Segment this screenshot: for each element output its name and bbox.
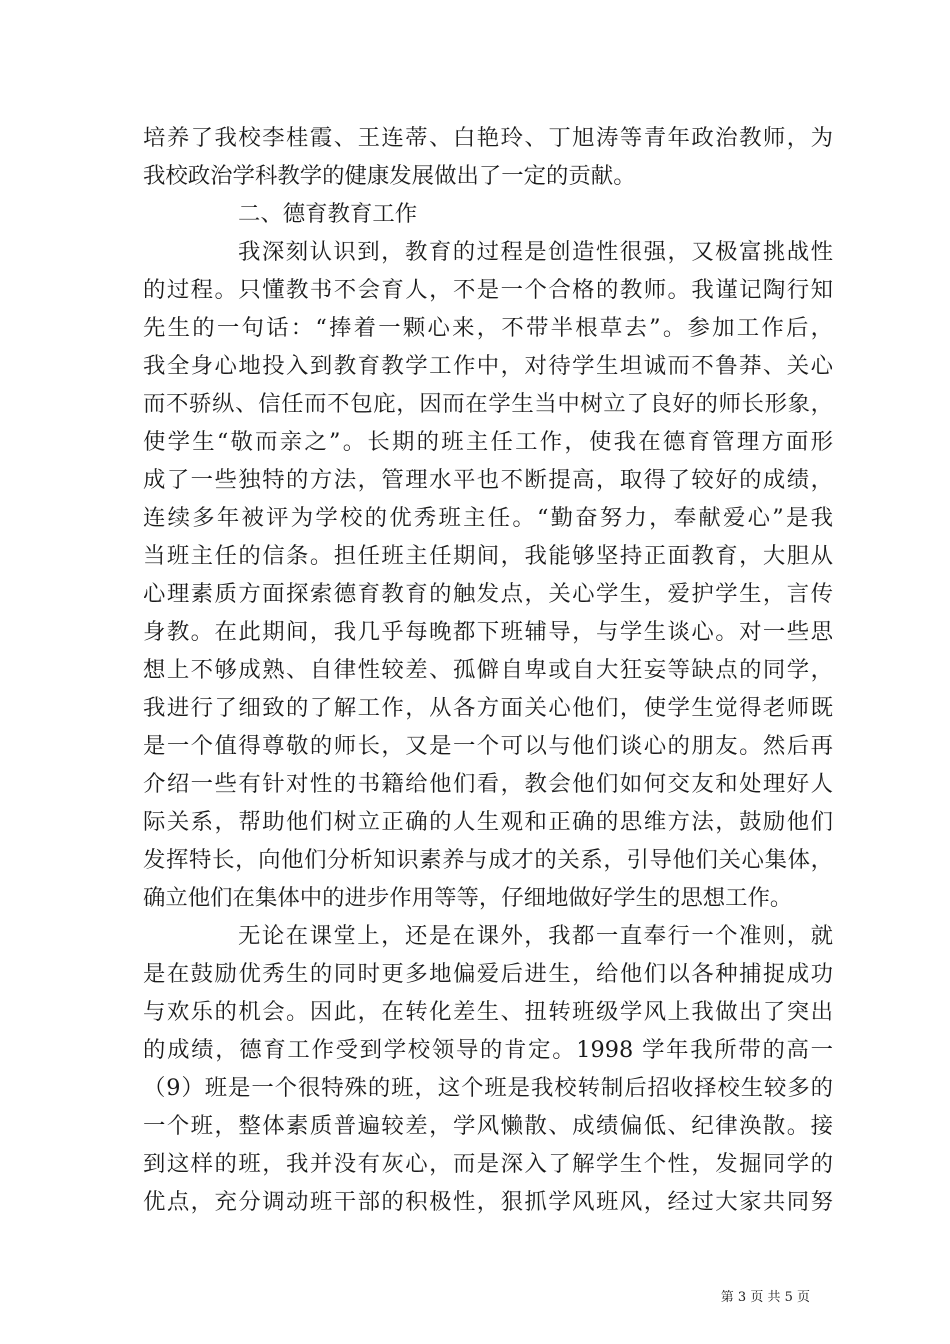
text-line: 与欢乐的机会。因此，在转化差生、扭转班级学风上我做出了突出 xyxy=(143,999,833,1025)
text-line: 当班主任的信条。担任班主任期间，我能够坚持正面教育，大胆从 xyxy=(143,543,833,569)
text-line: 是一个值得尊敬的师长，又是一个可以与他们谈心的朋友。然后再 xyxy=(143,733,833,759)
text-line: 心理素质方面探索德育教育的触发点，关心学生，爱护学生，言传 xyxy=(143,581,833,607)
text-line: 我校政治学科教学的健康发展做出了一定的贡献。 xyxy=(143,163,636,189)
text-line: 身教。在此期间，我几乎每晚都下班辅导，与学生谈心。对一些思 xyxy=(143,619,833,645)
text-line: 际关系，帮助他们树立正确的人生观和正确的思维方法，鼓励他们 xyxy=(143,809,833,835)
text-line: 是在鼓励优秀生的同时更多地偏爱后进生，给他们以各种捕捉成功 xyxy=(143,961,833,987)
text-line: 到这样的班，我并没有灰心，而是深入了解学生个性，发掘同学的 xyxy=(143,1151,833,1177)
text-line: 使学生“敬而亲之”。长期的班主任工作，使我在德育管理方面形 xyxy=(143,429,833,455)
text-line: 一个班，整体素质普遍较差，学风懒散、成绩偏低、纪律涣散。接 xyxy=(143,1113,833,1139)
text-line: （9）班是一个很特殊的班，这个班是我校转制后招收择校生较多的 xyxy=(143,1075,833,1101)
text-line: 而不骄纵、信任而不包庇，因而在学生当中树立了良好的师长形象， xyxy=(143,391,833,417)
page-number-footer: 第 3 页 共 5 页 xyxy=(720,1290,810,1305)
paragraph-first-line: 我深刻认识到，教育的过程是创造性很强，又极富挑战性 xyxy=(238,239,833,265)
text-line: 的过程。只懂教书不会育人，不是一个合格的教师。我谨记陶行知 xyxy=(143,277,833,303)
text-line: 介绍一些有针对性的书籍给他们看，教会他们如何交友和处理好人 xyxy=(143,771,833,797)
text-line: 的成绩，德育工作受到学校领导的肯定。1998 学年我所带的高一 xyxy=(143,1037,833,1063)
text-line: 我全身心地投入到教育教学工作中，对待学生坦诚而不鲁莽、关心 xyxy=(143,353,833,379)
text-line: 成了一些独特的方法，管理水平也不断提高，取得了较好的成绩， xyxy=(143,467,833,493)
text-line: 先生的一句话：“捧着一颗心来，不带半根草去”。参加工作后， xyxy=(143,315,833,341)
text-line: 确立他们在集体中的进步作用等等，仔细地做好学生的思想工作。 xyxy=(143,885,793,911)
text-line: 想上不够成熟、自律性较差、孤僻自卑或自大狂妄等缺点的同学， xyxy=(143,657,833,683)
text-line: 连续多年被评为学校的优秀班主任。“勤奋努力，奉献爱心”是我 xyxy=(143,505,833,531)
section-heading: 二、德育教育工作 xyxy=(238,201,418,227)
text-line: 培养了我校李桂霞、王连蒂、白艳玲、丁旭涛等青年政治教师，为 xyxy=(143,125,833,151)
text-line: 我进行了细致的了解工作，从各方面关心他们，使学生觉得老师既 xyxy=(143,695,833,721)
text-line: 优点，充分调动班干部的积极性，狠抓学风班风，经过大家共同努 xyxy=(143,1189,833,1215)
text-line: 发挥特长，向他们分析知识素养与成才的关系，引导他们关心集体， xyxy=(143,847,833,873)
paragraph-first-line: 无论在课堂上，还是在课外，我都一直奉行一个准则，就 xyxy=(238,923,833,949)
